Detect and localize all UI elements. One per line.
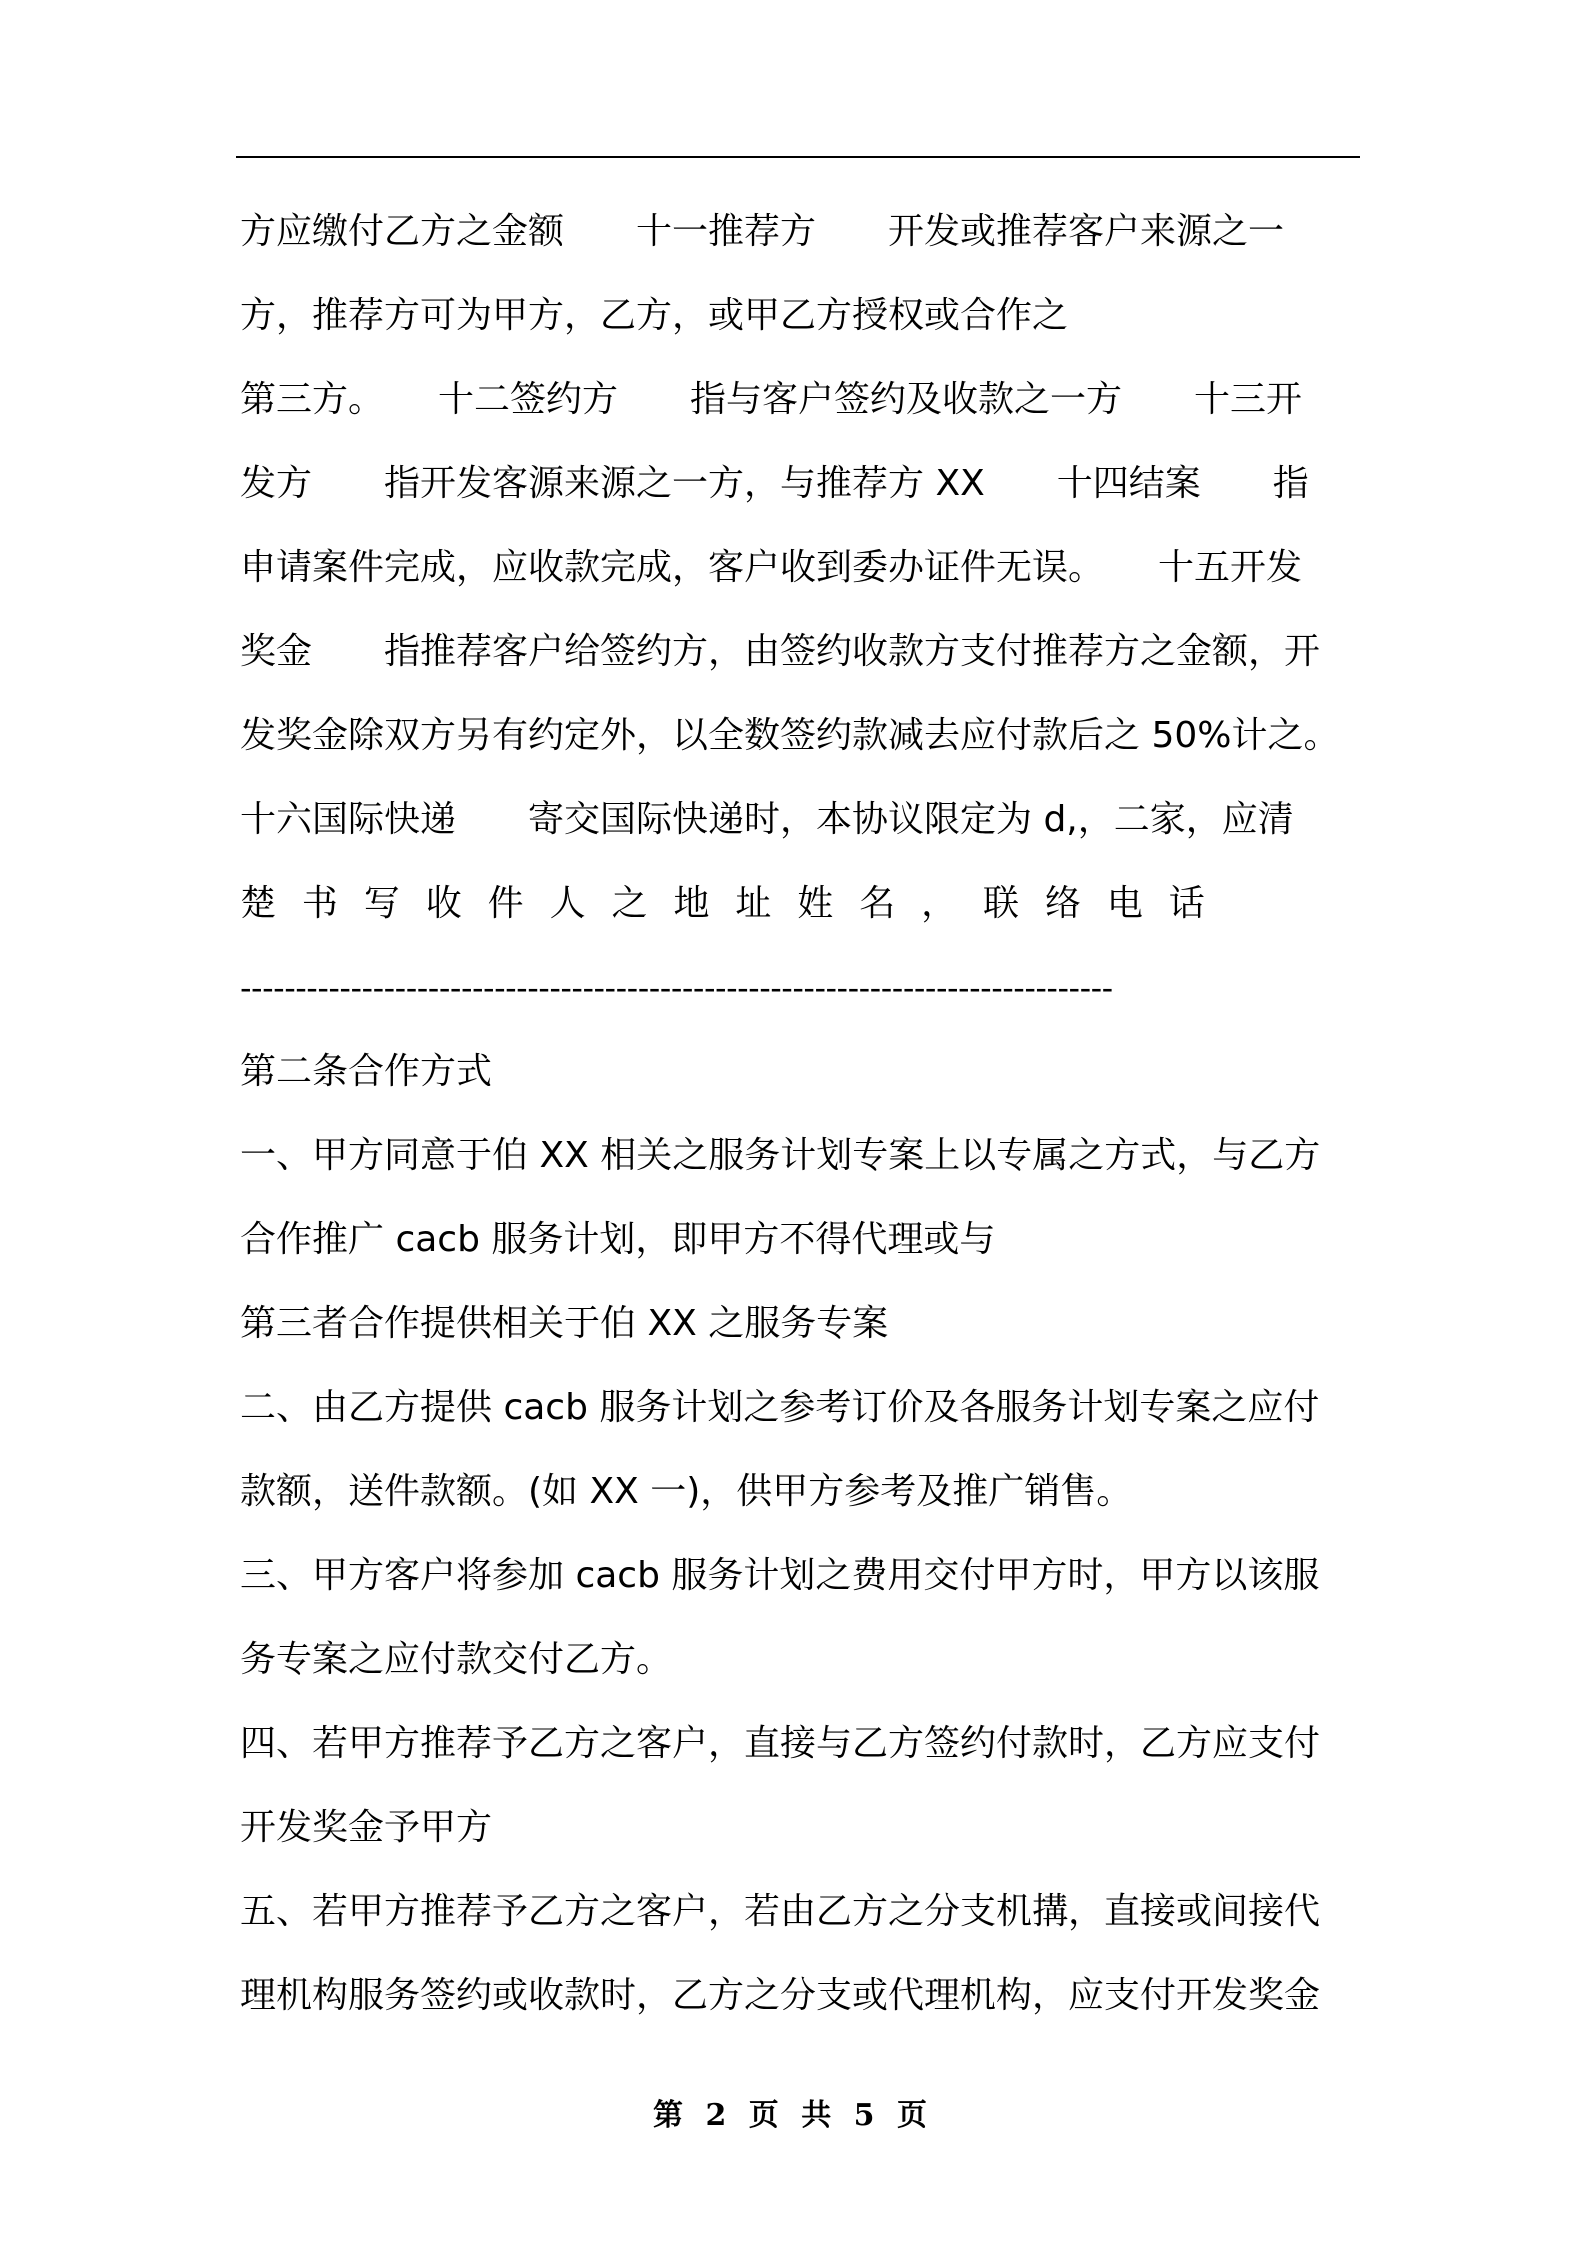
text-line: 合作推广 cacb 服务计划，即甲方不得代理或与 bbox=[240, 1219, 996, 1260]
text-line: 方，推荐方可为甲方，乙方，或甲乙方授权或合作之 bbox=[240, 295, 1069, 336]
text-line: 十六国际快递 寄交国际快递时，本协议限定为 d,，二家，应清 bbox=[240, 799, 1294, 840]
document-body bbox=[240, 190, 1358, 2038]
text-line: 发奖金除双方另有约定外，以全数签约款减去应付款后之 50%计之。 bbox=[240, 715, 1340, 756]
text-line: 楚书写收件人之地址姓名，联络电话 bbox=[240, 883, 1231, 924]
text-line: 发方 指开发客源来源之一方，与推荐方 XX 十四结案 指 bbox=[240, 463, 1309, 504]
header-rule bbox=[236, 156, 1360, 158]
text-line: 理机构服务签约或收款时，乙方之分支或代理机构，应支付开发奖金 bbox=[240, 1975, 1321, 2016]
page-number: 第 2 页 共 5 页 bbox=[653, 2098, 933, 2133]
text-line: 申请案件完成，应收款完成，客户收到委办证件无误。 十五开发 bbox=[240, 547, 1303, 588]
text-line: 奖金 指推荐客户给签约方，由签约收款方支付推荐方之金额，开 bbox=[240, 631, 1321, 672]
text-line: 三、甲方客户将参加 cacb 服务计划之费用交付甲方时，甲方以该服 bbox=[240, 1555, 1320, 1596]
text-line: 五、若甲方推荐予乙方之客户，若由乙方之分支机搆，直接或间接代 bbox=[240, 1891, 1321, 1932]
section-heading: 第二条合作方式 bbox=[240, 1051, 493, 1092]
dashed-separator: ------------------------------------------------------------------------------- bbox=[240, 969, 1113, 1007]
text-line: 一、甲方同意于伯 XX 相关之服务计划专案上以专属之方式，与乙方 bbox=[240, 1135, 1321, 1176]
text-line: 四、若甲方推荐予乙方之客户，直接与乙方签约付款时，乙方应支付 bbox=[240, 1723, 1321, 1764]
text-line: 款额，送件款额。(如 XX 一)，供甲方参考及推广销售。 bbox=[240, 1471, 1133, 1512]
text-line: 开发奖金予甲方 bbox=[240, 1807, 493, 1848]
text-line: 第三方。 十二签约方 指与客户签约及收款之一方 十三开 bbox=[240, 379, 1303, 420]
text-line: 第三者合作提供相关于伯 XX 之服务专案 bbox=[240, 1303, 889, 1344]
text-line: 二、由乙方提供 cacb 服务计划之参考订价及各服务计划专案之应付 bbox=[240, 1387, 1320, 1428]
text-line: 方应缴付乙方之金额 十一推荐方 开发或推荐客户来源之一 bbox=[240, 211, 1285, 252]
text-line: 务专案之应付款交付乙方。 bbox=[240, 1639, 673, 1680]
